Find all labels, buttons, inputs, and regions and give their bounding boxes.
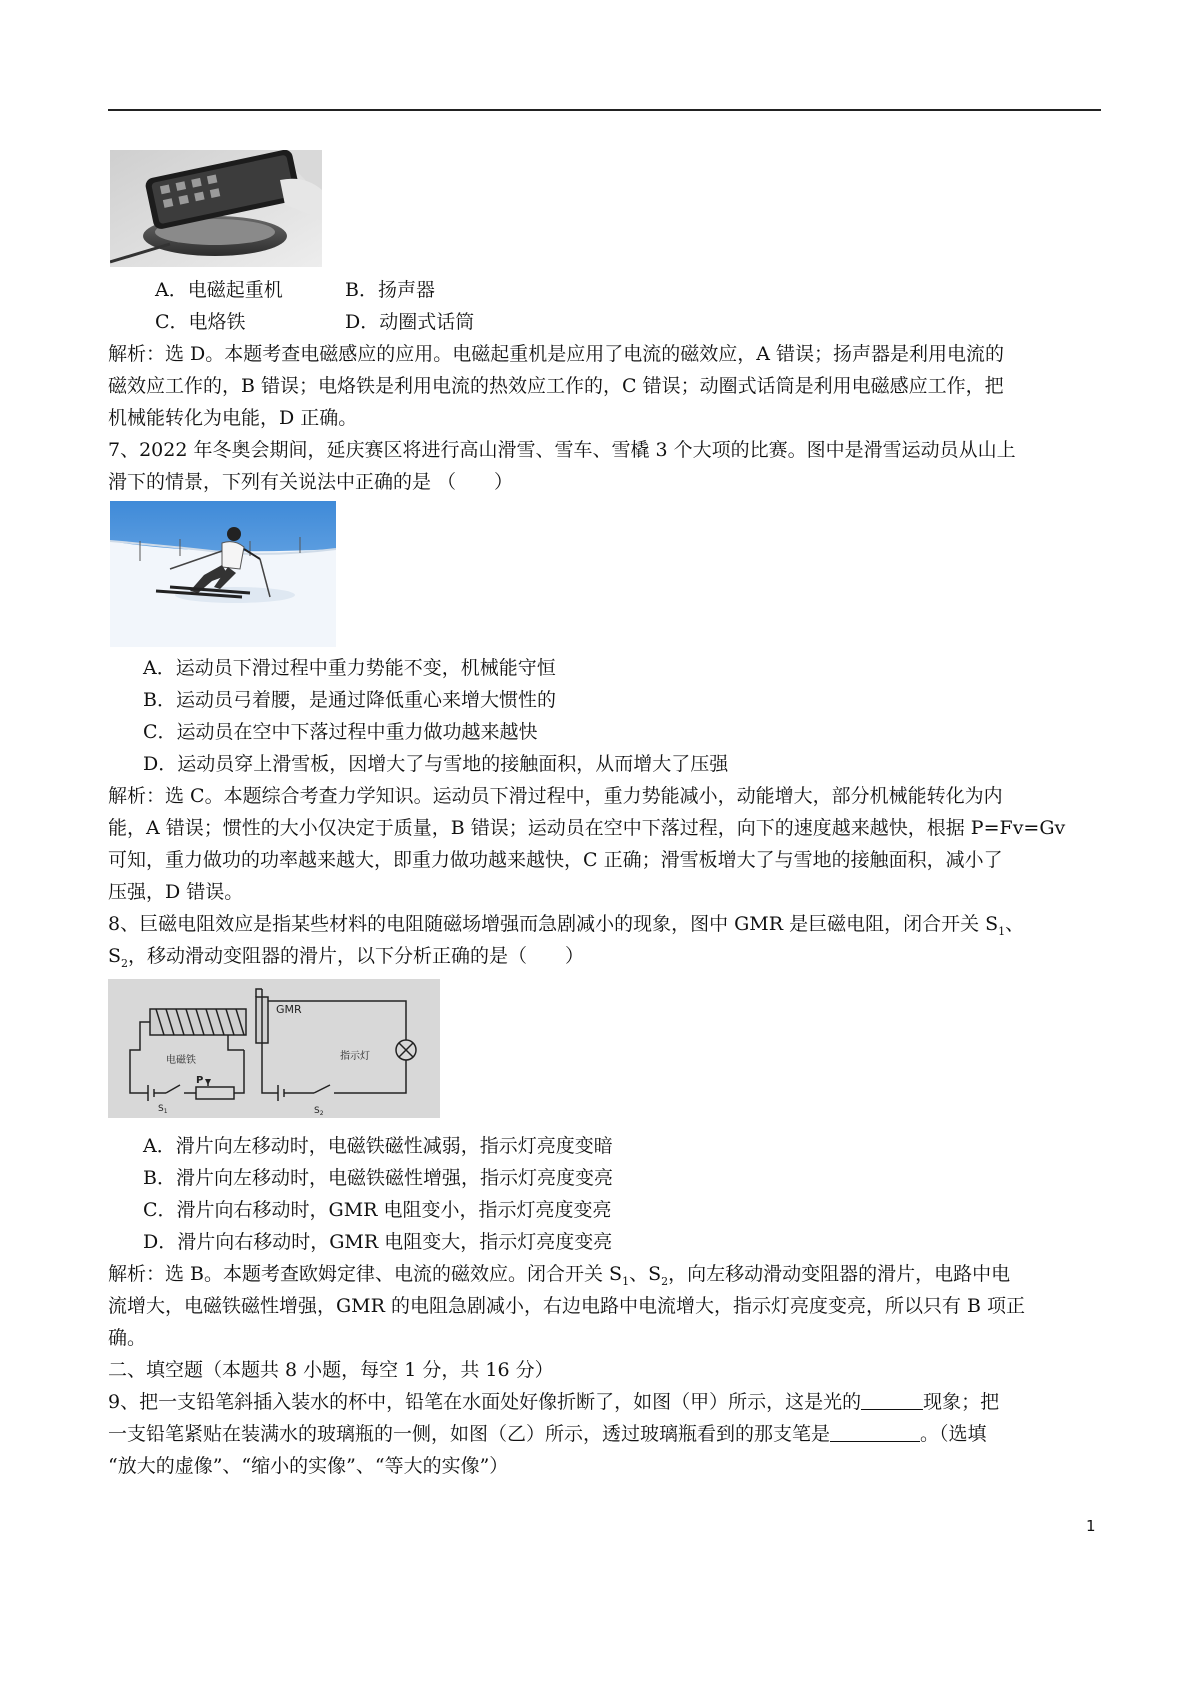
q9-answer-blank-2[interactable] — [830, 1421, 920, 1442]
q6-option-c: C．电烙铁 — [155, 311, 246, 333]
q7-stem-line-1: 7、2022 年冬奥会期间，延庆赛区将进行高山滑雪、雪车、雪橇 3 个大项的比赛。图中是滑雪运动员从山上 — [108, 439, 1016, 461]
q6-option-d: D．动圈式话筒 — [345, 311, 475, 333]
q8-option-c: C．滑片向右移动时，GMR 电阻变小，指示灯亮度变亮 — [143, 1199, 612, 1221]
q8-stem-end: 、 — [1005, 913, 1025, 935]
switch-s1-label: $S_1$ — [158, 1104, 168, 1115]
q6-option-b: B．扬声器 — [345, 279, 435, 301]
q8-option-b: B．滑片向左移动时，电磁铁磁性增强，指示灯亮度变亮 — [143, 1167, 613, 1189]
q8-analysis-end: ，向左移动滑动变阻器的滑片，电路中电 — [668, 1263, 1011, 1285]
q6-option-a: A．电磁起重机 — [155, 279, 283, 301]
q8-s1-subscript: 1 — [998, 924, 1006, 938]
q9-text-2b: 。（选填 — [920, 1423, 987, 1445]
q8-stem-line-2 — [108, 940, 1108, 980]
electromagnet-label: 电磁铁 — [166, 1055, 196, 1066]
q9-answer-blank-1[interactable] — [861, 1389, 923, 1410]
q8-s2-subscript: 2 — [121, 956, 129, 970]
q9-line-2 — [108, 1418, 1108, 1450]
q8-analysis-mid: 、S — [629, 1263, 662, 1285]
q8-analysis-s2-subscript: 2 — [661, 1274, 669, 1288]
switch-s2-label: $S_2$ — [314, 1106, 324, 1117]
q8-analysis-line-2: 流增大，电磁铁磁性增强，GMR 的电阻急剧减小，右边电路中电流增大，指示灯亮度变亮，所以只有 B 项正 — [108, 1295, 1026, 1317]
q7-analysis-line-3: 可知，重力做功的功率越来越大，即重力做功越来越快，C 正确；滑雪板增大了与雪地的接触面积，减小了 — [108, 849, 1003, 871]
q6-analysis-line-1: 解析：选 D。本题考查电磁感应的应用。电磁起重机是应用了电流的磁效应，A 错误；扬声器是利用电流的 — [108, 343, 1005, 365]
indicator-lamp-label: 指示灯 — [340, 1051, 370, 1062]
q8-option-d: D．滑片向右移动时，GMR 电阻变大，指示灯亮度变亮 — [143, 1231, 613, 1253]
skier-photo — [110, 501, 336, 647]
q9-text-1a: 9、把一支铅笔斜插入装水的杯中，铅笔在水面处好像折断了，如图（甲）所示，这是光的 — [108, 1391, 862, 1413]
q8-stem-text: 8、巨磁电阻效应是指某些材料的电阻随磁场增强而急剧减小的现象，图中 GMR 是巨磁电阻，闭合开关 S — [108, 913, 999, 935]
header-rule — [108, 109, 1101, 111]
q7-option-d: D．运动员穿上滑雪板，因增大了与雪地的接触面积，从而增大了压强 — [143, 753, 729, 775]
q9-line-3: “放大的虚像”、“缩小的实像”、“等大的实像”） — [108, 1455, 509, 1477]
q7-option-b: B．运动员弓着腰，是通过降低重心来增大惯性的 — [143, 689, 556, 711]
q8-option-a: A．滑片向左移动时，电磁铁磁性减弱，指示灯亮度变暗 — [143, 1135, 613, 1157]
q7-stem-line-2: 滑下的情景，下列有关说法中正确的是 （ ） — [108, 471, 514, 493]
q7-analysis-line-1: 解析：选 C。本题综合考查力学知识。运动员下滑过程中，重力势能减小，动能增大，部分机械能转化为内 — [108, 785, 1003, 807]
q7-analysis-line-4: 压强，D 错误。 — [108, 881, 244, 903]
section-2-heading: 二、填空题（本题共 8 小题，每空 1 分，共 16 分） — [108, 1359, 554, 1381]
q8-analysis-text: 解析：选 B。本题考查欧姆定律、电流的磁效应。闭合开关 S — [108, 1263, 623, 1285]
wireless-charging-photo — [110, 150, 322, 267]
q6-analysis-line-2: 磁效应工作的，B 错误；电烙铁是利用电流的热效应工作的，C 错误；动圈式话筒是利用电磁感应工作，把 — [108, 375, 1004, 397]
q9-line-1 — [108, 1386, 1108, 1418]
q8-stem-text-2: ，移动滑动变阻器的滑片，以下分析正确的是（ ） — [128, 945, 585, 967]
q6-analysis-line-3: 机械能转化为电能，D 正确。 — [108, 407, 358, 429]
q9-text-1b: 现象；把 — [923, 1391, 1000, 1413]
q7-option-c: C．运动员在空中下落过程中重力做功越来越快 — [143, 721, 538, 743]
page-number: 1 — [1086, 1517, 1096, 1535]
q8-analysis-s1-subscript: 1 — [622, 1274, 630, 1288]
q8-analysis-line-3: 确。 — [108, 1327, 147, 1349]
q9-text-2a: 一支铅笔紧贴在装满水的玻璃瓶的一侧，如图（乙）所示，透过玻璃瓶看到的那支笔是 — [108, 1423, 831, 1445]
slider-p-label: P — [196, 1075, 204, 1086]
q7-analysis-line-2: 能，A 错误；惯性的大小仅决定于质量，B 错误；运动员在空中下落过程，向下的速度越来越快，根据 P=Fv=Gv — [108, 817, 1066, 839]
gmr-label: GMR — [276, 1003, 302, 1016]
q7-option-a: A．运动员下滑过程中重力势能不变，机械能守恒 — [143, 657, 556, 679]
gmr-circuit-diagram — [108, 979, 440, 1118]
q8-s2-label: S — [108, 945, 122, 967]
